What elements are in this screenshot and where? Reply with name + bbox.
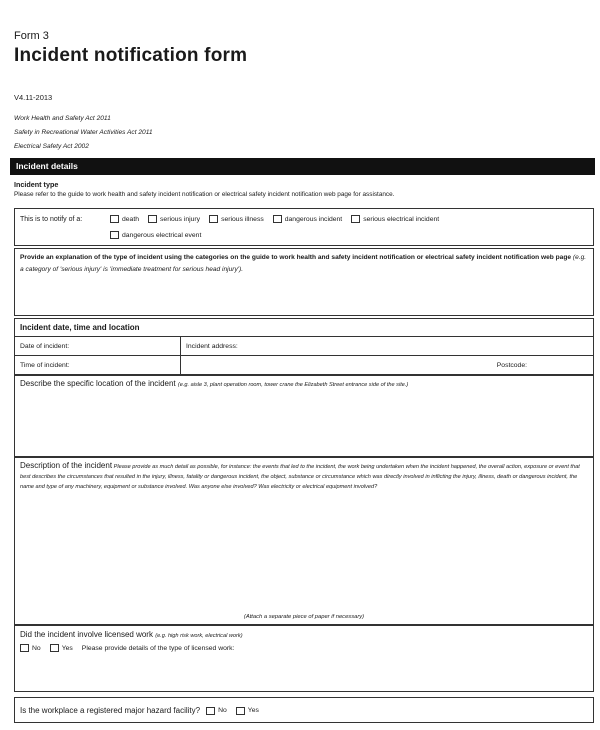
licensed-work-question: [20, 630, 243, 639]
explanation-prompt: [20, 252, 588, 276]
specific-location-field[interactable]: [14, 375, 594, 457]
licensed-yes-option[interactable]: [50, 644, 73, 652]
description-prompt: [20, 461, 588, 492]
checkbox[interactable]: [206, 707, 215, 715]
hazard-facility-question: Is the workplace a registered major hazard facility?: [20, 706, 201, 715]
option-death[interactable]: [110, 215, 139, 223]
licensed-work-label: Did the incident involve licensed work: [20, 630, 153, 639]
licensed-work-section: [14, 625, 594, 692]
option-dangerous-incident[interactable]: [273, 215, 342, 223]
datetime-heading: Incident date, time and location: [15, 319, 593, 337]
option-label: Yes: [247, 707, 259, 714]
option-serious-illness[interactable]: [209, 215, 264, 223]
time-of-incident-label[interactable]: Time of incident:: [20, 362, 70, 369]
checkbox[interactable]: [351, 215, 360, 223]
checkbox[interactable]: [50, 644, 59, 652]
explanation-text: Provide an explanation of the type of incident using the categories on the guide to work health and safety incident notification or electrical safety incident notification web page: [20, 254, 572, 261]
notify-label: This is to notify of a:: [20, 216, 83, 223]
hazard-facility-section: [14, 697, 594, 723]
explanation-example: (e.g. a category of 'serious injury' is 'immediate treatment for serious head injury').: [20, 254, 587, 273]
hazard-no-option[interactable]: [206, 707, 227, 715]
guide-reference-note: Please refer to the guide to work health and safety incident notification or electrical safety incident notification web page for assistance.: [14, 191, 395, 198]
legislation-item: Work Health and Safety Act 2011: [14, 115, 111, 122]
licensed-work-options: [20, 644, 234, 652]
notify-options-row-2: [110, 231, 210, 239]
checkbox[interactable]: [110, 231, 119, 239]
option-label: serious illness: [221, 215, 264, 223]
incident-type-heading: Incident type: [14, 180, 59, 189]
option-dangerous-electrical-event[interactable]: [110, 231, 201, 239]
form-number: Form 3: [14, 30, 49, 42]
checkbox[interactable]: [209, 215, 218, 223]
checkbox[interactable]: [273, 215, 282, 223]
hazard-facility-row: [20, 706, 268, 715]
legislation-item: Safety in Recreational Water Activities Act 2011: [14, 129, 153, 136]
licensed-work-example: (e.g. high risk work, electrical work): [155, 633, 243, 639]
option-label: serious injury: [160, 215, 201, 223]
column-divider: [180, 337, 181, 375]
legislation-item: Electrical Safety Act 2002: [14, 143, 89, 150]
option-label: dangerous electrical event: [122, 231, 202, 239]
notify-type-box: [14, 208, 594, 246]
explanation-field[interactable]: [14, 248, 594, 316]
licensed-no-option[interactable]: [20, 644, 41, 652]
notify-options-row-1: [110, 215, 448, 223]
checkbox[interactable]: [236, 707, 245, 715]
location-label: Describe the specific location of the incident: [20, 379, 176, 388]
form-title: Incident notification form: [14, 45, 248, 66]
option-label: serious electrical incident: [363, 215, 440, 223]
checkbox[interactable]: [20, 644, 29, 652]
option-label: No: [32, 644, 41, 652]
attach-note: (Attach a separate piece of paper if necessary): [243, 614, 365, 620]
postcode-label[interactable]: Postcode:: [496, 362, 527, 369]
checkbox[interactable]: [110, 215, 119, 223]
checkbox[interactable]: [148, 215, 157, 223]
date-of-incident-label[interactable]: Date of incident:: [20, 343, 70, 350]
location-prompt: [20, 379, 408, 388]
date-address-row: [15, 337, 593, 356]
hazard-yes-option[interactable]: [236, 707, 259, 715]
description-hint: Please provide as much detail as possible, for instance: the events that led to the incident, the work being undertaken when the incident happened, the overall action, exposure or event that best describes the circumstances that resulted in the injury, illness, fatality or dangerous incident, the object, substance or circumstance which was directly involved in inflicting the injury, illness, death or dangerous incident, the name and type of any machinery, equipment or substance involved. Was anyone else involved? Was electricity or electrical equipment involved?: [20, 464, 580, 490]
option-label: death: [122, 215, 140, 223]
option-label: dangerous incident: [284, 215, 343, 223]
datetime-section: [14, 318, 594, 375]
legislation-list: [14, 112, 153, 154]
form-version: V4.11-2013: [14, 93, 53, 102]
incident-address-label[interactable]: Incident address:: [186, 343, 238, 350]
location-example: (e.g. aisle 3, plant operation room, tower crane the Elizabeth Street entrance side of the site.): [177, 382, 409, 388]
option-label: No: [218, 707, 227, 714]
description-label: Description of the incident: [20, 461, 113, 470]
time-postcode-row: [15, 356, 593, 375]
option-serious-electrical-incident[interactable]: [351, 215, 439, 223]
option-label: Yes: [61, 644, 73, 652]
option-serious-injury[interactable]: [148, 215, 200, 223]
description-field[interactable]: [14, 457, 594, 625]
licensed-details-prompt: Please provide details of the type of licensed work:: [81, 644, 235, 652]
section-header-incident-details: Incident details: [10, 158, 595, 175]
